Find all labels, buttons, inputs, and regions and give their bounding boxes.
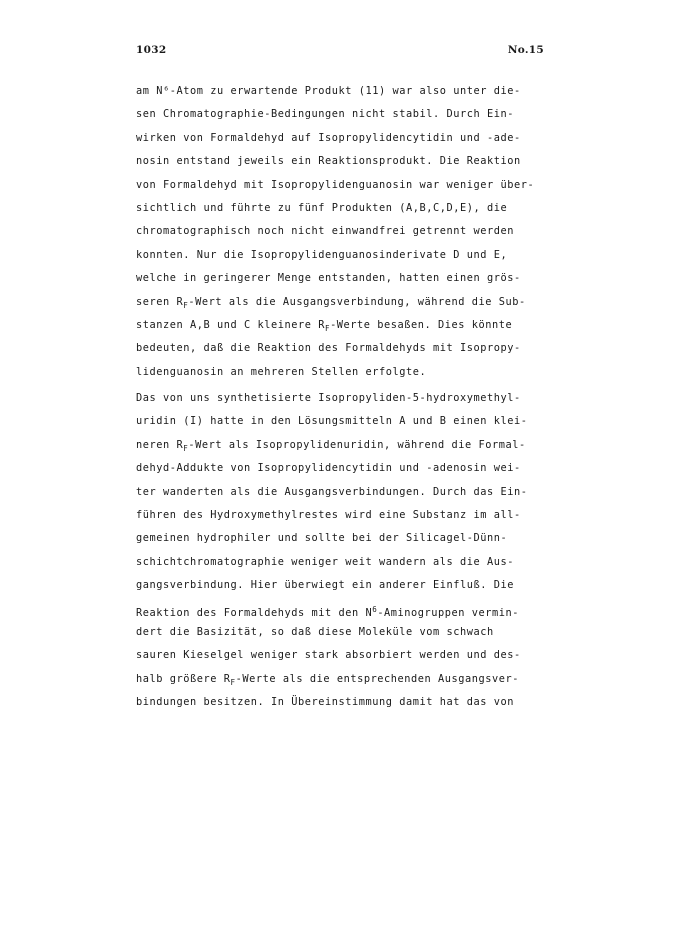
text-line: gemeinen hydrophiler und sollte bei der Silicagel-Dünn- (136, 532, 508, 545)
text-line: am N⁶-Atom zu erwartende Produkt (11) war also unter die- (136, 85, 521, 97)
text-line: uridin (I) hatte in den Lösungsmitteln A und B einen klei- (136, 415, 528, 428)
text-line: sichtlich und führte zu fünf Produkten (A,B,C,D,E), die (136, 201, 508, 214)
text-line: halb größere $R_F$-Werte als die entsprechenden Ausgangsver- (136, 672, 520, 687)
subscript-f: F (183, 443, 189, 453)
text-line: bindungen besitzen. In Übereinstimmung damit hat das von (136, 696, 514, 709)
text-line: neren $R_F$-Wert als Isopropylidenuridin, während die Formal- (136, 438, 526, 453)
subscript-f: F (230, 677, 236, 687)
text-line: dert die Basizität, so daß diese Moleküle vom schwach (136, 625, 494, 638)
text-line: stanzen A,B und C kleinere $R_F$-Werte besaßen. Dies könnte (136, 318, 513, 333)
text-line: führen des Hydroxymethylrestes wird eine Substanz im all- (136, 509, 521, 522)
page-number: 1032 (136, 44, 167, 56)
superscript-6: 6 (372, 604, 378, 614)
text-line: konnten. Nur die Isopropylidenguanosinderivate D und E, (136, 248, 508, 261)
paragraph (136, 80, 546, 384)
text-line: bedeuten, daß die Reaktion des Formaldehyds mit Isopropy- (136, 342, 521, 355)
body-text (136, 80, 546, 715)
text-line: nosin entstand jeweils ein Reaktionsprodukt. Die Reaktion (136, 155, 521, 168)
text-line: Reaktion des Formaldehyds mit den $N^6$-Aminogruppen vermin- (136, 604, 520, 619)
text-line: wirken von Formaldehyd auf Isopropylidencytidin und -ade- (136, 131, 521, 144)
subscript-f: F (183, 300, 189, 310)
text-line: ter wanderten als die Ausgangsverbindungen. Durch das Ein- (136, 485, 528, 498)
page-header (136, 44, 544, 64)
issue-number: No.15 (507, 44, 544, 56)
text-line: von Formaldehyd mit Isopropylidenguanosin war weniger über- (136, 178, 535, 191)
paragraph (136, 387, 546, 714)
text-line: lidenguanosin an mehreren Stellen erfolgte. (136, 365, 427, 378)
subscript-f: F (324, 323, 331, 333)
text-line: welche in geringerer Menge entstanden, hatten einen grös- (136, 272, 521, 285)
text-line: dehyd-Addukte von Isopropylidencytidin und -adenosin wei- (136, 462, 521, 475)
text-line: chromatographisch noch nicht einwandfrei getrennt werden (136, 225, 514, 238)
text-line: schichtchromatographie weniger weit wandern als die Aus- (136, 555, 514, 568)
text-line: seren $R_F$-Wert als die Ausgangsverbindung, während die Sub- (136, 295, 526, 310)
text-line: sen Chromatographie-Bedingungen nicht stabil. Durch Ein- (136, 108, 514, 121)
text-line: gangsverbindung. Hier überwiegt ein anderer Einfluß. Die (136, 579, 514, 592)
text-line: Das von uns synthetisierte Isopropyliden-5-hydroxymethyl- (136, 392, 521, 405)
text-line: sauren Kieselgel weniger stark absorbiert werden und des- (136, 649, 521, 662)
